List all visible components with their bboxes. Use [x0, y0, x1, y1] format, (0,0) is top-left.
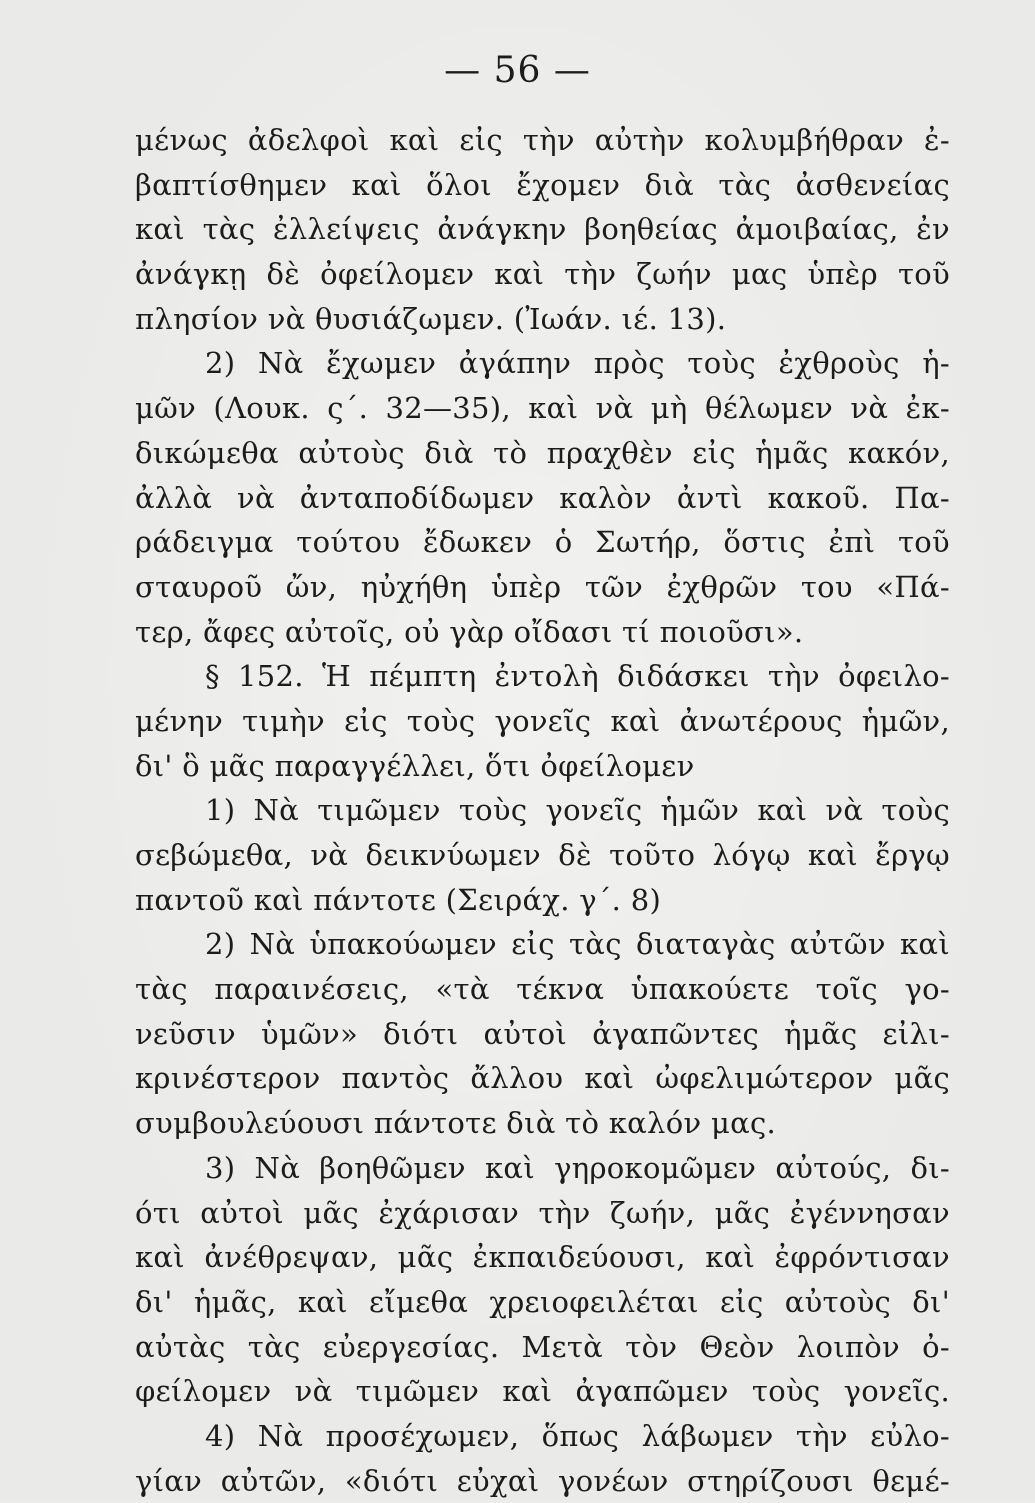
text-line: μῶν (Λουκ. ς΄. 32—35), καὶ νὰ μὴ θέλωμεν νὰ ἐκ- [135, 391, 950, 426]
text-line: καὶ τὰς ἐλλείψεις ἀνάγκην βοηθείας ἀμοιβαίας, ἐν [135, 212, 950, 247]
text-line: δικώμεθα αὐτοὺς διὰ τὸ πραχθὲν εἰς ἡμᾶς κακόν, [135, 435, 950, 470]
page-number: — 56 — [444, 50, 591, 91]
text-line: συμβουλεύουσι πάντοτε διὰ τὸ καλόν μας. [135, 1106, 777, 1141]
text-line: φείλομεν νὰ τιμῶμεν καὶ ἀγαπῶμεν τοὺς γονεῖς. [135, 1374, 950, 1409]
text-line: ότι αὐτοὶ μᾶς ἐχάρισαν τὴν ζωήν, μᾶς ἐγέννησαν [135, 1195, 950, 1230]
text-line: νεῦσιν ὑμῶν» διότι αὐτοὶ ἀγαπῶντες ἡμᾶς εἰλι- [135, 1016, 950, 1051]
text-line: 2) Νὰ ὑπακούωμεν εἰς τὰς διαταγὰς αὐτῶν καὶ [205, 927, 950, 962]
text-line: τὰς παραινέσεις, «τὰ τέκνα ὑπακούετε τοῖς γο- [135, 972, 950, 1007]
text-line: βαπτίσθημεν καὶ ὅλοι ἔχομεν διὰ τὰς ἀσθενείας [135, 167, 950, 202]
text-line: σεβώμεθα, νὰ δεικνύωμεν δὲ τοῦτο λόγῳ καὶ ἔργῳ [135, 838, 950, 872]
text-line: τερ, ἄφες αὐτοῖς, οὐ γὰρ οἴδασι τί ποιοῦσι». [135, 614, 804, 649]
text-line: μένως ἀδελφοὶ καὶ εἰς τὴν αὐτὴν κολυμβήθραν ἐ- [135, 123, 950, 157]
text-line: κρινέστερον παντὸς ἄλλου καὶ ὠφελιμώτερον μᾶς [135, 1061, 950, 1096]
body-text [135, 118, 950, 1503]
text-line: 2) Νὰ ἔχωμεν ἀγάπην πρὸς τοὺς ἐχθροὺς ἡ- [205, 346, 950, 381]
text-line: παντοῦ καὶ πάντοτε (Σειράχ. γ΄. 8) [135, 882, 662, 917]
text-line: μένην τιμὴν εἰς τοὺς γονεῖς καὶ ἀνωτέρους ἡμῶν, [135, 703, 950, 738]
text-line: γίαν αὐτῶν, «διότι εὐχαὶ γονέων στηρίζουσι θεμέ- [135, 1463, 950, 1498]
text-line: σταυροῦ ὤν, ηὐχήθη ὑπὲρ τῶν ἐχθρῶν του «Πά- [135, 569, 950, 604]
text-line: αὐτὰς τὰς εὐεργεσίας. Μετὰ τὸν Θεὸν λοιπὸν ὀ- [135, 1329, 950, 1364]
text-line: δι' ὃ μᾶς παραγγέλλει, ὅτι ὀφείλομεν [135, 748, 695, 783]
text-line: πλησίον νὰ θυσιάζωμεν. (Ἰωάν. ιέ. 13). [135, 301, 727, 336]
text-line: 4) Νὰ προσέχωμεν, ὅπως λάβωμεν τὴν εὐλο- [205, 1418, 950, 1453]
text-line: καὶ ἀνέθρεψαν, μᾶς ἐκπαιδεύουσι, καὶ ἐφρόντισαν [135, 1240, 950, 1275]
text-line: ἀνάγκῃ δὲ ὀφείλομεν καὶ τὴν ζωήν μας ὑπὲρ τοῦ [135, 257, 950, 292]
text-line: ἀλλὰ νὰ ἀνταποδίδωμεν καλὸν ἀντὶ κακοῦ. Πα- [135, 480, 950, 515]
text-line: 3) Νὰ βοηθῶμεν καὶ γηροκομῶμεν αὐτούς, δι- [205, 1150, 950, 1185]
text-line: ράδειγμα τούτου ἔδωκεν ὁ Σωτήρ, ὅστις ἐπὶ τοῦ [135, 525, 950, 560]
section-heading-line: § 152. Ἡ πέμπτη ἐντολὴ διδάσκει τὴν ὀφειλο- [205, 659, 950, 694]
text-line: 1) Νὰ τιμῶμεν τοὺς γονεῖς ἡμῶν καὶ νὰ τοὺς [205, 793, 950, 828]
text-line: δι' ἡμᾶς, καὶ εἴμεθα χρειοφειλέται εἰς αὐτοὺς δι' [135, 1284, 950, 1319]
